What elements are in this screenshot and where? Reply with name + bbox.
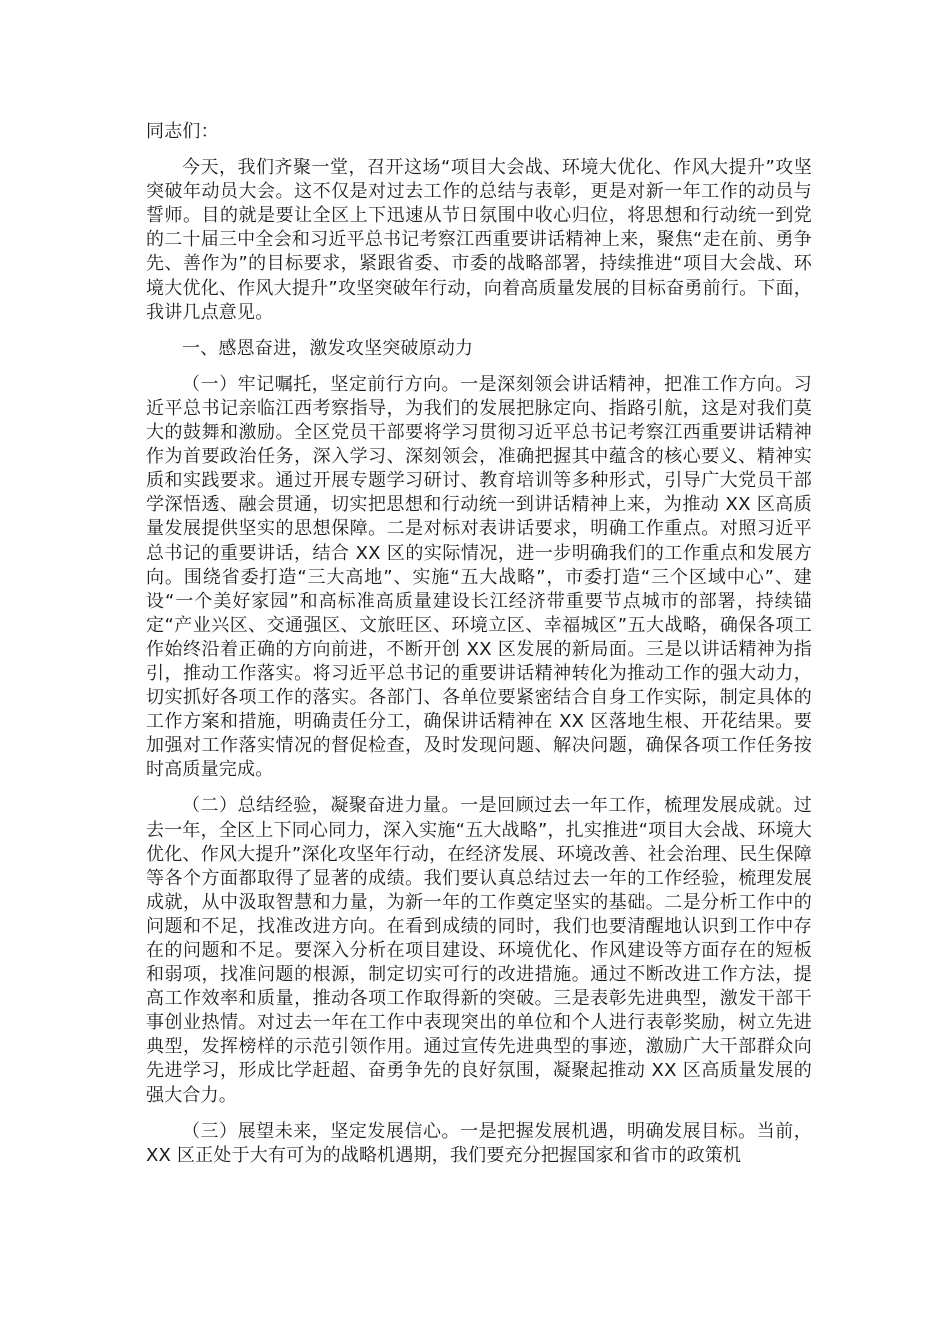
subsection-paragraph-1: （一）牢记嘱托，坚定前行方向。一是深刻领会讲话精神，把准工作方向。习近平总书记亲临江西考察指导，为我们的发展把脉定向、指路引航，这是对我们莫大的鼓舞和激励。全区党员干部要将学习贯彻习近平总书记考察江西重要讲话精神作为首要政治任务，深入学习、深刻领会，准确把握其中蕴含的核心要义、精神实质和实践要求。通过开展专题学习研讨、教育培训等多种形式，引导广大党员干部学深悟透、融会贯通，切实把思想和行动统一到讲话精神上来，为推动 XX 区高质量发展提供坚实的思想保障。二是对标对表讲话要求，明确工作重点。对照习近平总书记的重要讲话，结合 XX 区的实际情况，进一步明确我们的工作重点和发展方向。围绕省委打造“三大高地”、实施“五大战略”，市委打造“三个区域中心”、建设“一个美好家园”和高标准高质量建设长江经济带重要节点城市的部署，持续锚定“产业兴区、交通强区、文旅旺区、环境立区、幸福城区”五大战略，确保各项工作始终沿着正确的方向前进，不断开创 XX 区发展的新局面。三是以讲话精神为指引，推动工作落实。将习近平总书记的重要讲话精神转化为推动工作的强大动力，切实抓好各项工作的落实。各部门、各单位要紧密结合自身工作实际，制定具体的工作方案和措施，明确责任分工，确保讲话精神在 XX 区落地生根、开花结果。要加强对工作落实情况的督促检查，及时发现问题、解决问题，确保各项工作任务按时高质量完成。 — [146, 373, 812, 781]
subsection-paragraph-2: （二）总结经验，凝聚奋进力量。一是回顾过去一年工作，梳理发展成就。过去一年，全区上下同心同力，深入实施“五大战略”，扎实推进“项目大会战、环境大优化、作风大提升”深化攻坚年行动，在经济发展、环境改善、社会治理、民生保障等各个方面都取得了显著的成绩。我们要认真总结过去一年的工作经验，梳理发展成就，从中汲取智慧和力量，为新一年的工作奠定坚实的基础。二是分析工作中的问题和不足，找准改进方向。在看到成绩的同时，我们也要清醒地认识到工作中存在的问题和不足。要深入分析在项目建设、环境优化、作风建设等方面存在的短板和弱项，找准问题的根源，制定切实可行的改进措施。通过不断改进工作方法，提高工作效率和质量，推动各项工作取得新的突破。三是表彰先进典型，激发干部干事创业热情。对过去一年在工作中表现突出的单位和个人进行表彰奖励，树立先进典型，发挥榜样的示范引领作用。通过宣传先进典型的事迹，激励广大干部群众向先进学习，形成比学赶超、奋勇争先的良好氛围，凝聚起推动 XX 区高质量发展的强大合力。 — [146, 795, 812, 1106]
document-body — [146, 120, 812, 1168]
section-heading: 一、感恩奋进，激发攻坚突破原动力 — [182, 337, 474, 359]
intro-paragraph: 今天，我们齐聚一堂，召开这场“项目大会战、环境大优化、作风大提升”攻坚突破年动员大会。这不仅是对过去工作的总结与表彰，更是对新一年工作的动员与誓师。目的就是要让全区上下迅速从节日氛围中收心归位，将思想和行动统一到党的二十届三中全会和习近平总书记考察江西重要讲话精神上来，聚焦“走在前、勇争先、善作为”的目标要求，紧跟省委、市委的战略部署，持续推进“项目大会战、环境大优化、作风大提升”攻坚突破年行动，向着高质量发展的目标奋勇前行。下面，我讲几点意见。 — [146, 157, 812, 323]
subsection-paragraph-3: （三）展望未来，坚定发展信心。一是把握发展机遇，明确发展目标。当前，XX 区正处于大有可为的战略机遇期，我们要充分把握国家和省市的政策机 — [146, 1120, 812, 1166]
greeting: 同志们： — [146, 121, 219, 142]
